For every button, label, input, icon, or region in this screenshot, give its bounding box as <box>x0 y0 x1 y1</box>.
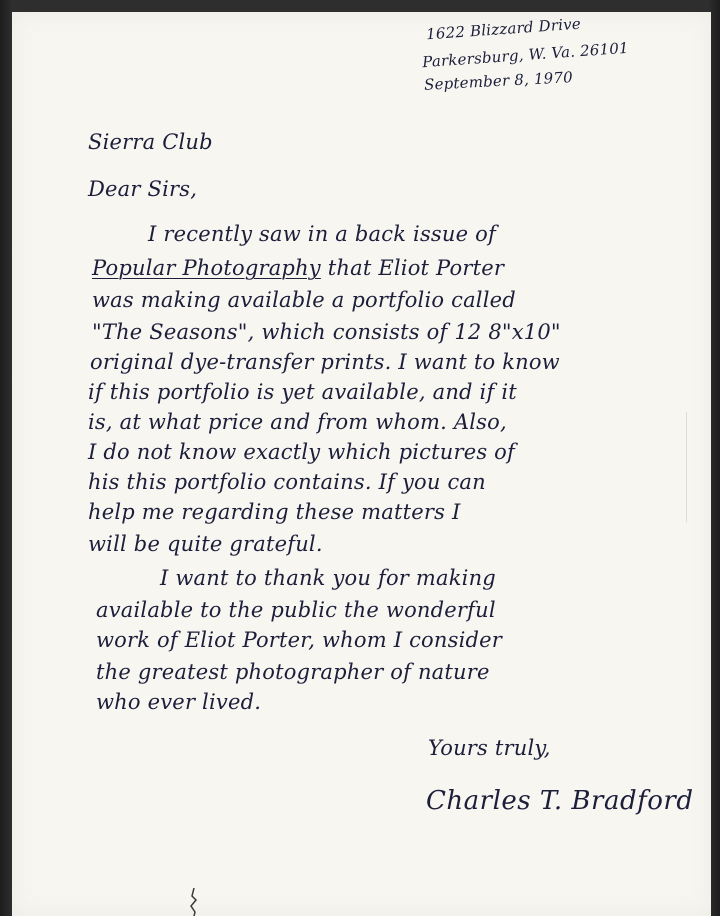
paper-fold-mark <box>686 412 687 522</box>
address-city: Parkersburg, W. Va. 26101 <box>421 38 630 72</box>
body-line: if this portfolio is yet available, and if it <box>88 380 517 404</box>
body-line: his this portfolio contains. If you can <box>88 470 486 494</box>
magazine-title: Popular Photography <box>92 256 321 280</box>
body-line: who ever lived. <box>96 690 262 714</box>
salutation: Dear Sirs, <box>88 177 198 201</box>
address-street: 1622 Blizzard Drive <box>425 14 582 44</box>
recipient: Sierra Club <box>88 130 213 154</box>
body-line: is, at what price and from whom. Also, <box>88 410 507 434</box>
body-line: original dye-transfer prints. I want to know <box>90 350 560 374</box>
body-line: the greatest photographer of nature <box>96 660 490 684</box>
body-line: was making available a portfolio called <box>92 288 516 312</box>
body-line-rest: that Eliot Porter <box>320 256 505 280</box>
body-line: I recently saw in a back issue of <box>148 222 496 246</box>
paper-tear-mark <box>186 888 204 916</box>
body-line: available to the public the wonderful <box>96 598 496 622</box>
signature: Charles T. Bradford <box>426 786 694 816</box>
body-line: I want to thank you for making <box>160 566 496 590</box>
letter-date: September 8, 1970 <box>423 68 574 94</box>
body-line <box>92 256 504 280</box>
body-line: help me regarding these matters I <box>88 500 461 524</box>
body-line: work of Eliot Porter, whom I consider <box>96 628 503 652</box>
body-line: "The Seasons", which consists of 12 8"x10" <box>92 320 561 344</box>
closing: Yours truly, <box>428 736 551 760</box>
body-line: I do not know exactly which pictures of <box>88 440 516 464</box>
body-line: will be quite grateful. <box>88 532 323 556</box>
